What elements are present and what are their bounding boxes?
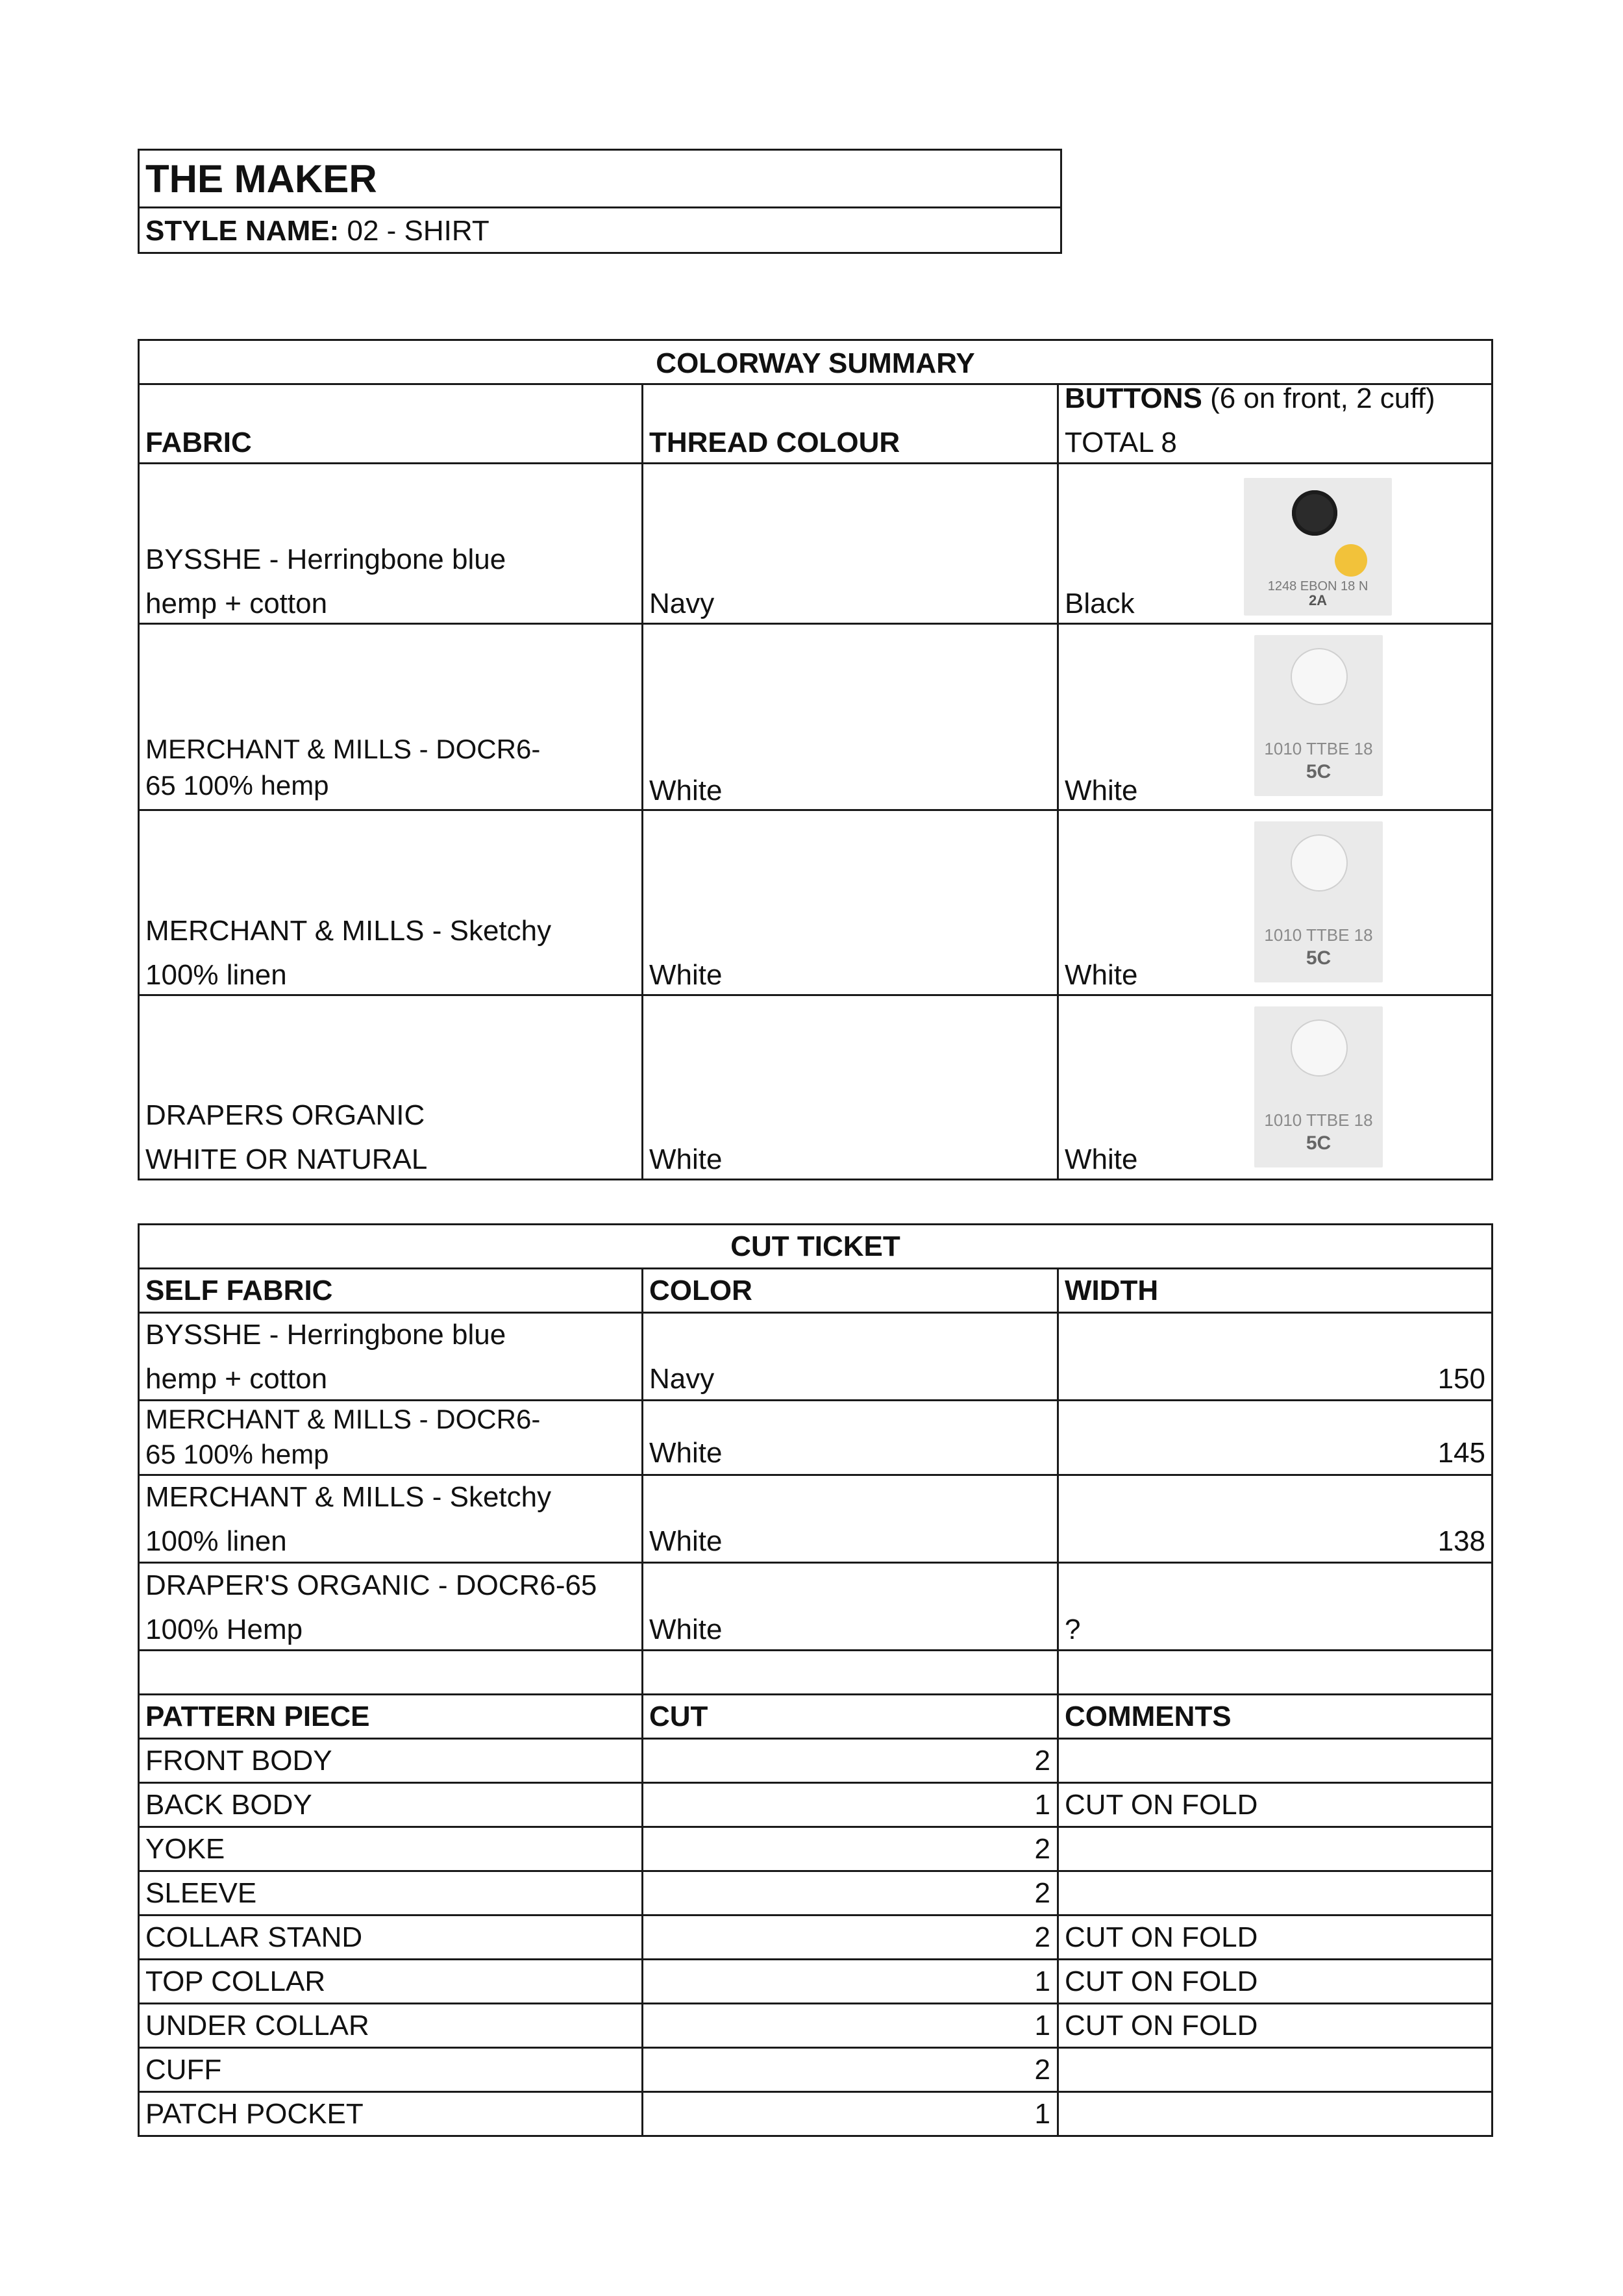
piece-name: UNDER COLLAR [145,2010,369,2041]
piece-cut: 2 [1034,1745,1050,1777]
cut-fabric-1-width: 150 [1437,1363,1485,1395]
cut-ticket-line [138,1649,1493,1651]
piece-cut: 2 [1034,2054,1050,2086]
button-size-label: 2A [1308,592,1328,608]
piece-cut: 2 [1034,1833,1050,1865]
cut-fabric-3-width: 138 [1437,1525,1485,1557]
colorway-row-1-button: Black [1065,588,1135,619]
colorway-row-2-thread: White [649,775,723,806]
col-self-fabric-header: SELF FABRIC [145,1275,333,1306]
col-buttons-total: TOTAL 8 [1065,427,1177,458]
col-thread-header: THREAD COLOUR [649,427,900,458]
cut-fabric-3-line1: MERCHANT & MILLS - Sketchy [145,1481,552,1513]
piece-cut: 1 [1034,2010,1050,2041]
cut-fabric-2-line1: MERCHANT & MILLS - DOCR6- [145,1404,541,1434]
button-code-label: 1248 EBON 18 N [1267,579,1369,593]
button-size-label: 5C [1306,761,1332,782]
colorway-line [138,809,1493,811]
piece-cut: 1 [1034,2098,1050,2130]
piece-name: FRONT BODY [145,1745,332,1777]
colorway-col-line [1057,383,1059,1180]
piece-name: CUFF [145,2054,222,2086]
cut-fabric-1-line2: hemp + cotton [145,1363,328,1395]
piece-comment: CUT ON FOLD [1065,1921,1258,1953]
cut-fabric-2-width: 145 [1437,1437,1485,1469]
black-button-icon [1292,490,1337,536]
cut-fabric-4-width: ? [1065,1614,1081,1645]
colorway-row-1-fabric-line2: hemp + cotton [145,588,328,619]
piece-cut: 1 [1034,1965,1050,1997]
col-pattern-piece-header: PATTERN PIECE [145,1701,370,1732]
piece-cut: 2 [1034,1921,1050,1953]
style-name-value: 02 - SHIRT [347,215,489,247]
colorway-row-2-fabric-line1: MERCHANT & MILLS - DOCR6- [145,734,541,764]
colorway-row-3-button: White [1065,959,1138,991]
col-buttons-header-bold: BUTTONS [1065,382,1202,414]
piece-cut: 2 [1034,1877,1050,1909]
button-size-label: 5C [1306,947,1332,969]
cut-ticket-heading: CUT TICKET [730,1230,900,1262]
piece-name: YOKE [145,1833,225,1865]
colorway-row-1-thread: Navy [649,588,715,619]
colorway-line [138,994,1493,996]
cut-fabric-4-line2: 100% Hemp [145,1614,303,1645]
cut-fabric-1-line1: BYSSHE - Herringbone blue [145,1319,506,1351]
col-cut-header: CUT [649,1701,708,1732]
colorway-heading: COLORWAY SUMMARY [656,347,975,379]
button-size-label: 5C [1306,1132,1332,1154]
col-fabric-header: FABRIC [145,427,252,458]
button-code-label: 1010 TTBE 18 [1264,1110,1373,1130]
colorway-row-4-button: White [1065,1143,1138,1175]
colorway-line [138,623,1493,625]
button-code-label: 1010 TTBE 18 [1264,739,1373,758]
colorway-row-2-button: White [1065,775,1138,806]
colorway-row-3-thread: White [649,959,723,991]
style-name-line [145,209,489,253]
col-color-header: COLOR [649,1275,752,1306]
button-code-label: 1010 TTBE 18 [1264,925,1373,945]
cut-ticket-col-line [641,1267,643,2137]
cut-fabric-4-color: White [649,1614,723,1645]
style-name-label: STYLE NAME: [145,215,340,247]
white-button-icon [1292,836,1346,890]
piece-name: PATCH POCKET [145,2098,364,2130]
maker-title: THE MAKER [145,157,377,201]
colorway-row-3-fabric-line2: 100% linen [145,959,287,991]
white-button-icon [1292,1021,1346,1075]
piece-comment: CUT ON FOLD [1065,1965,1258,1997]
cut-fabric-2-line2: 65 100% hemp [145,1439,329,1469]
col-buttons-header [1065,377,1435,421]
cut-fabric-3-color: White [649,1525,723,1557]
colorway-row-4-fabric-line1: DRAPERS ORGANIC [145,1099,425,1131]
cut-ticket-col-line [1057,1267,1059,2137]
col-buttons-header-note: (6 on front, 2 cuff) [1202,382,1435,414]
header-divider [138,206,1062,208]
yellow-dot-icon [1335,544,1367,577]
cut-fabric-2-color: White [649,1437,723,1469]
cut-fabric-1-color: Navy [649,1363,715,1395]
piece-name: COLLAR STAND [145,1921,363,1953]
colorway-row-2-fabric-line2: 65 100% hemp [145,770,329,801]
white-button-icon [1292,649,1346,704]
piece-name: TOP COLLAR [145,1965,326,1997]
piece-name: SLEEVE [145,1877,257,1909]
colorway-row-1-fabric-line1: BYSSHE - Herringbone blue [145,543,506,575]
piece-name: BACK BODY [145,1789,312,1821]
colorway-row-4-fabric-line2: WHITE OR NATURAL [145,1143,428,1175]
cut-fabric-4-line1: DRAPER'S ORGANIC - DOCR6-65 [145,1569,597,1601]
colorway-col-line [641,383,643,1180]
col-width-header: WIDTH [1065,1275,1159,1306]
piece-cut: 1 [1034,1789,1050,1821]
colorway-row-4-thread: White [649,1143,723,1175]
cut-fabric-3-line2: 100% linen [145,1525,287,1557]
piece-comment: CUT ON FOLD [1065,1789,1258,1821]
col-comments-header: COMMENTS [1065,1701,1232,1732]
piece-comment: CUT ON FOLD [1065,2010,1258,2041]
colorway-row-3-fabric-line1: MERCHANT & MILLS - Sketchy [145,915,552,947]
